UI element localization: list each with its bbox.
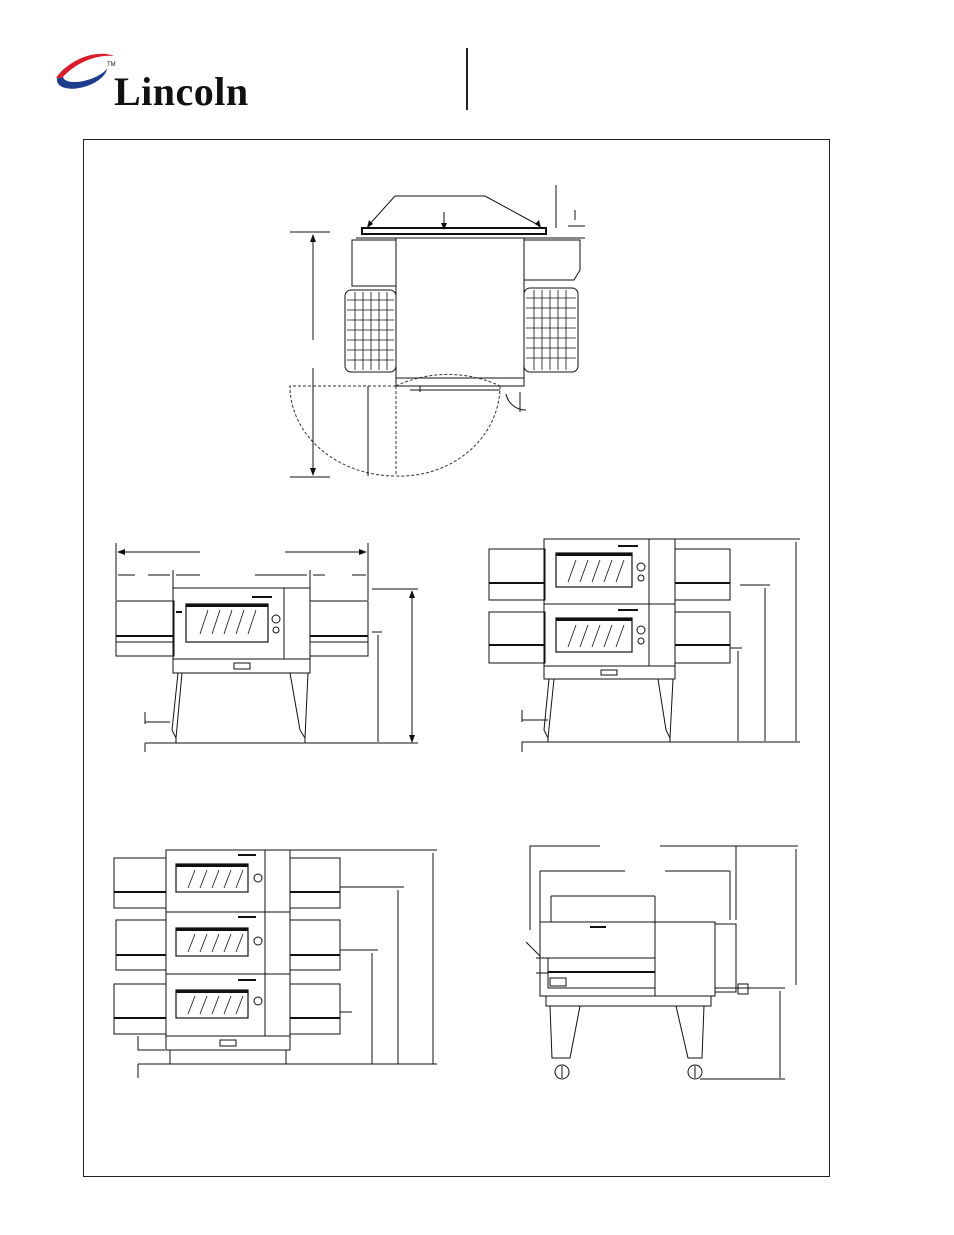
brand-name: Lincoln [114,69,249,114]
oven-double-front-icon [489,539,800,752]
oven-single-front-icon [116,543,418,752]
oven-top-view-icon [290,185,585,477]
oven-side-view-icon [526,846,798,1079]
oven-triple-front-icon [114,850,437,1078]
trademark-mark: TM [107,62,116,68]
